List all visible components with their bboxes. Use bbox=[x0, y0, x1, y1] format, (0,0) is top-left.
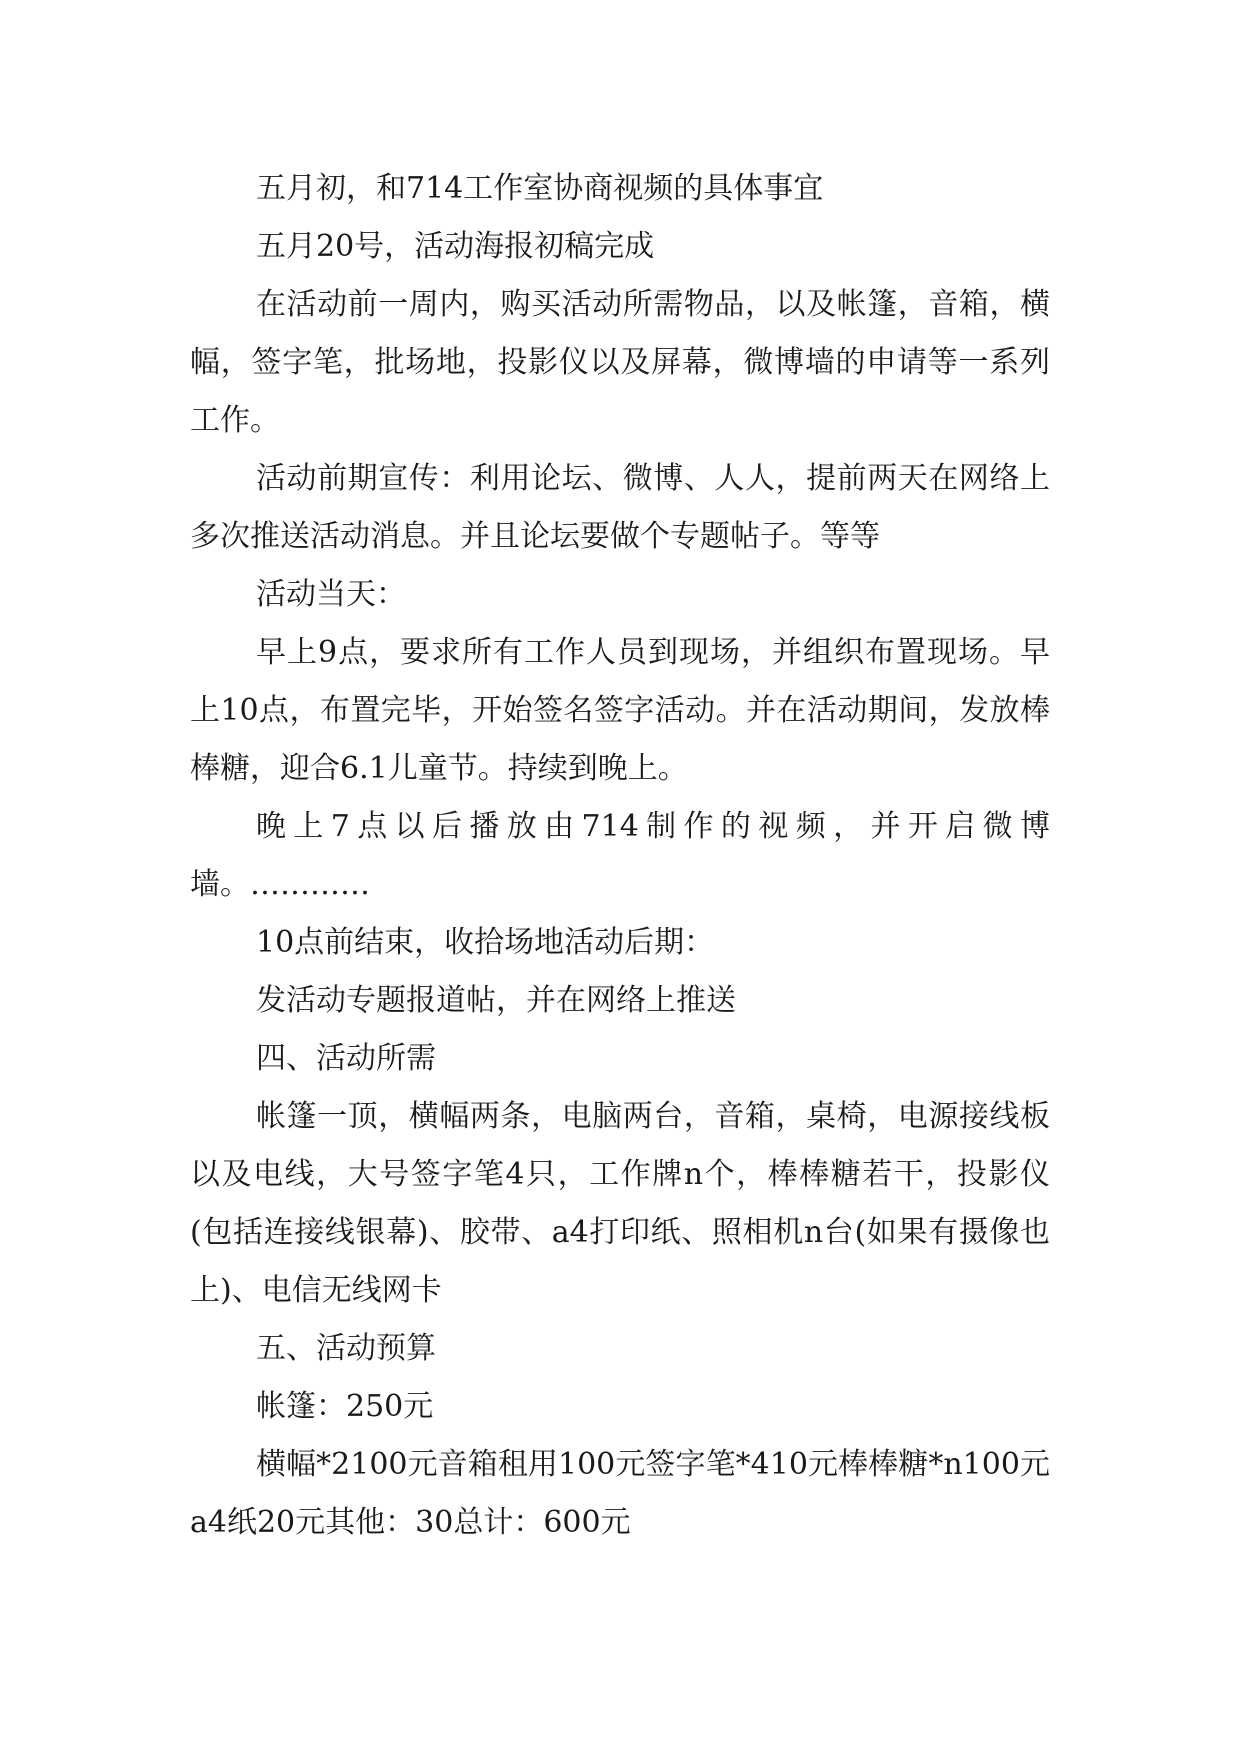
paragraph-budget-tent: 帐篷：250元 bbox=[256, 1389, 434, 1424]
paragraph-event-day-evening: 晚上7点以后播放由714制作的视频，并开启微博墙。………… bbox=[190, 809, 1050, 902]
paragraph-schedule-may-early: 五月初，和714工作室协商视频的具体事宜 bbox=[256, 171, 824, 206]
paragraph-schedule-may-20: 五月20号，活动海报初稿完成 bbox=[256, 229, 655, 264]
paragraph-budget-details: 横幅*2100元音箱租用100元签字笔*410元棒棒糖*n100元a4纸20元其他：30总计：600元 bbox=[190, 1447, 1050, 1540]
paragraph-event-day-heading: 活动当天： bbox=[256, 577, 406, 612]
paragraph-publicity: 活动前期宣传：利用论坛、微博、人人，提前两天在网络上多次推送活动消息。并且论坛要做个专题帖子。等等 bbox=[190, 461, 1050, 554]
section-heading-budget: 五、活动预算 bbox=[256, 1331, 436, 1366]
paragraph-event-day-morning: 早上9点，要求所有工作人员到现场，并组织布置现场。早上10点，布置完毕，开始签名签字活动。并在活动期间，发放棒棒糖，迎合6.1儿童节。持续到晚上。 bbox=[190, 635, 1050, 786]
paragraph-requirements-list: 帐篷一顶，横幅两条，电脑两台，音箱，桌椅，电源接线板以及电线，大号签字笔4只，工作牌n个，棒棒糖若干，投影仪(包括连接线银幕)、胶带、a4打印纸、照相机n台(如果有摄像也上)、电信无线网卡 bbox=[190, 1099, 1050, 1308]
document-page bbox=[190, 160, 1050, 1552]
paragraph-post-event: 发活动专题报道帖，并在网络上推送 bbox=[256, 983, 736, 1018]
section-heading-requirements: 四、活动所需 bbox=[256, 1041, 436, 1076]
paragraph-purchase-items: 在活动前一周内，购买活动所需物品，以及帐篷，音箱，横幅，签字笔，批场地，投影仪以及屏幕，微博墙的申请等一系列工作。 bbox=[190, 287, 1050, 438]
paragraph-event-end: 10点前结束，收拾场地活动后期： bbox=[256, 925, 715, 960]
